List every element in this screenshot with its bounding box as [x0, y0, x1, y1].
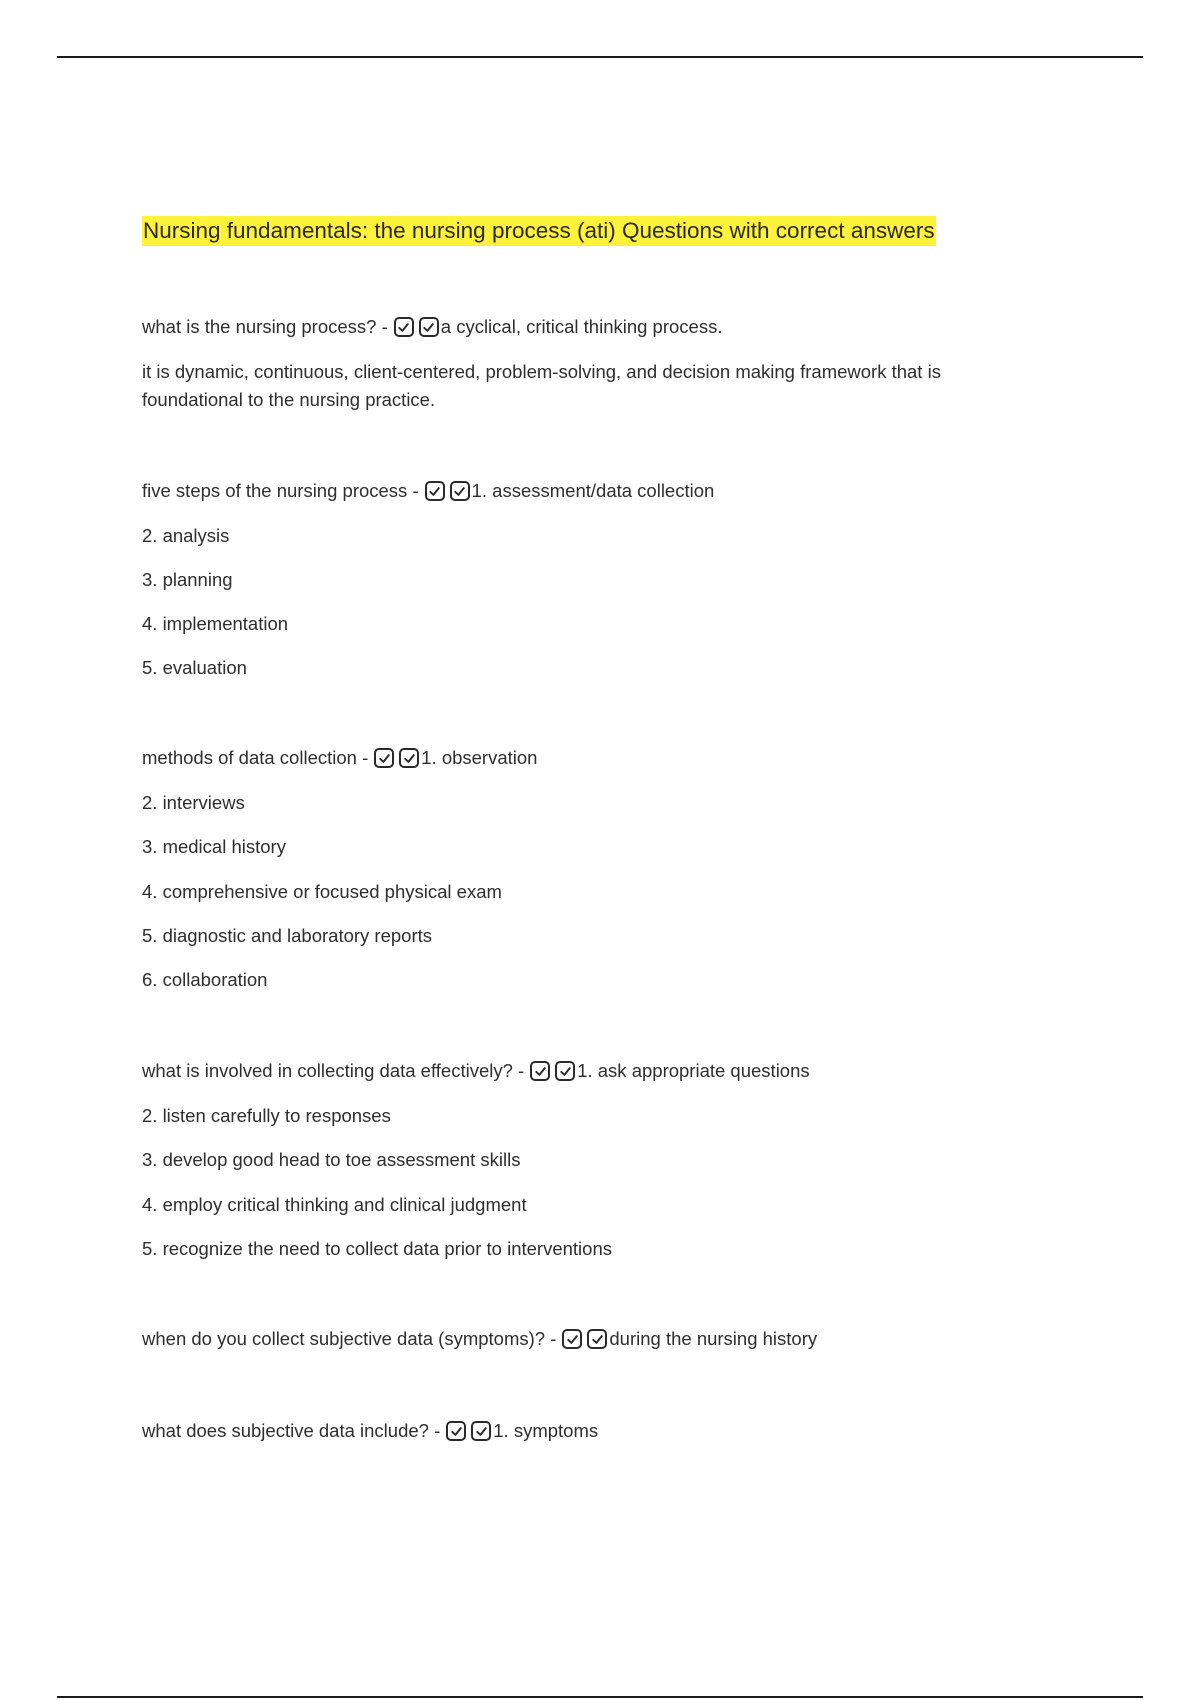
question-row: [142, 1418, 598, 1444]
answer-checkmarks: [374, 748, 419, 768]
checkbox-checked-icon: [399, 748, 419, 768]
question-text: methods of data collection -: [142, 747, 369, 768]
answer-text: 1. assessment/data collection: [471, 480, 715, 501]
checkbox-checked-icon: [587, 1329, 607, 1349]
answer-checkmarks: [446, 1421, 491, 1441]
answer-checkmarks: [530, 1061, 575, 1081]
checkbox-checked-icon: [394, 317, 414, 337]
checkbox-checked-icon: [562, 1329, 582, 1349]
answer-line: 2. listen carefully to responses: [142, 1105, 391, 1126]
question-row: [142, 745, 537, 771]
answer-line: 3. develop good head to toe assessment skills: [142, 1149, 521, 1170]
answer-line: 3. planning: [142, 569, 233, 590]
header-rule: [57, 56, 1143, 58]
checkbox-checked-icon: [425, 481, 445, 501]
checkbox-checked-icon: [530, 1061, 550, 1081]
document-title: Nursing fundamentals: the nursing process (ati) Questions with correct answers: [142, 216, 936, 246]
answer-line: 5. evaluation: [142, 657, 247, 678]
answer-checkmarks: [562, 1329, 607, 1349]
answer-checkmarks: [425, 481, 470, 501]
question-text: when do you collect subjective data (symptoms)? -: [142, 1328, 557, 1349]
checkbox-checked-icon: [450, 481, 470, 501]
question-text: what does subjective data include? -: [142, 1420, 441, 1441]
question-row: [142, 314, 722, 340]
checkbox-checked-icon: [419, 317, 439, 337]
answer-line: 2. interviews: [142, 792, 245, 813]
question-text: five steps of the nursing process -: [142, 480, 419, 501]
question-text: what is the nursing process? -: [142, 316, 388, 337]
answer-line: 3. medical history: [142, 836, 286, 857]
answer-text: during the nursing history: [609, 1328, 818, 1349]
answer-line: 2. analysis: [142, 525, 230, 546]
question-row: [142, 478, 714, 504]
answer-line: 6. collaboration: [142, 969, 268, 990]
answer-text: 1. ask appropriate questions: [577, 1060, 810, 1081]
answer-text: 1. observation: [421, 747, 538, 768]
answer-line: 4. comprehensive or focused physical exam: [142, 881, 502, 902]
checkbox-checked-icon: [471, 1421, 491, 1441]
answer-line: 5. recognize the need to collect data prior to interventions: [142, 1238, 612, 1259]
answer-text: a cyclical, critical thinking process.: [440, 316, 723, 337]
checkbox-checked-icon: [555, 1061, 575, 1081]
answer-line: 4. employ critical thinking and clinical judgment: [142, 1194, 527, 1215]
question-row: [142, 1326, 817, 1352]
checkbox-checked-icon: [374, 748, 394, 768]
checkbox-checked-icon: [446, 1421, 466, 1441]
answer-checkmarks: [394, 317, 439, 337]
answer-line: it is dynamic, continuous, client-centered, problem-solving, and decision making framework that is foundational to the nursing practice.: [142, 361, 941, 410]
question-text: what is involved in collecting data effectively? -: [142, 1060, 525, 1081]
answer-line: 5. diagnostic and laboratory reports: [142, 925, 433, 946]
question-row: [142, 1058, 810, 1084]
answer-line: 4. implementation: [142, 613, 289, 634]
footer-rule: [57, 1696, 1143, 1698]
answer-text: 1. symptoms: [493, 1420, 599, 1441]
